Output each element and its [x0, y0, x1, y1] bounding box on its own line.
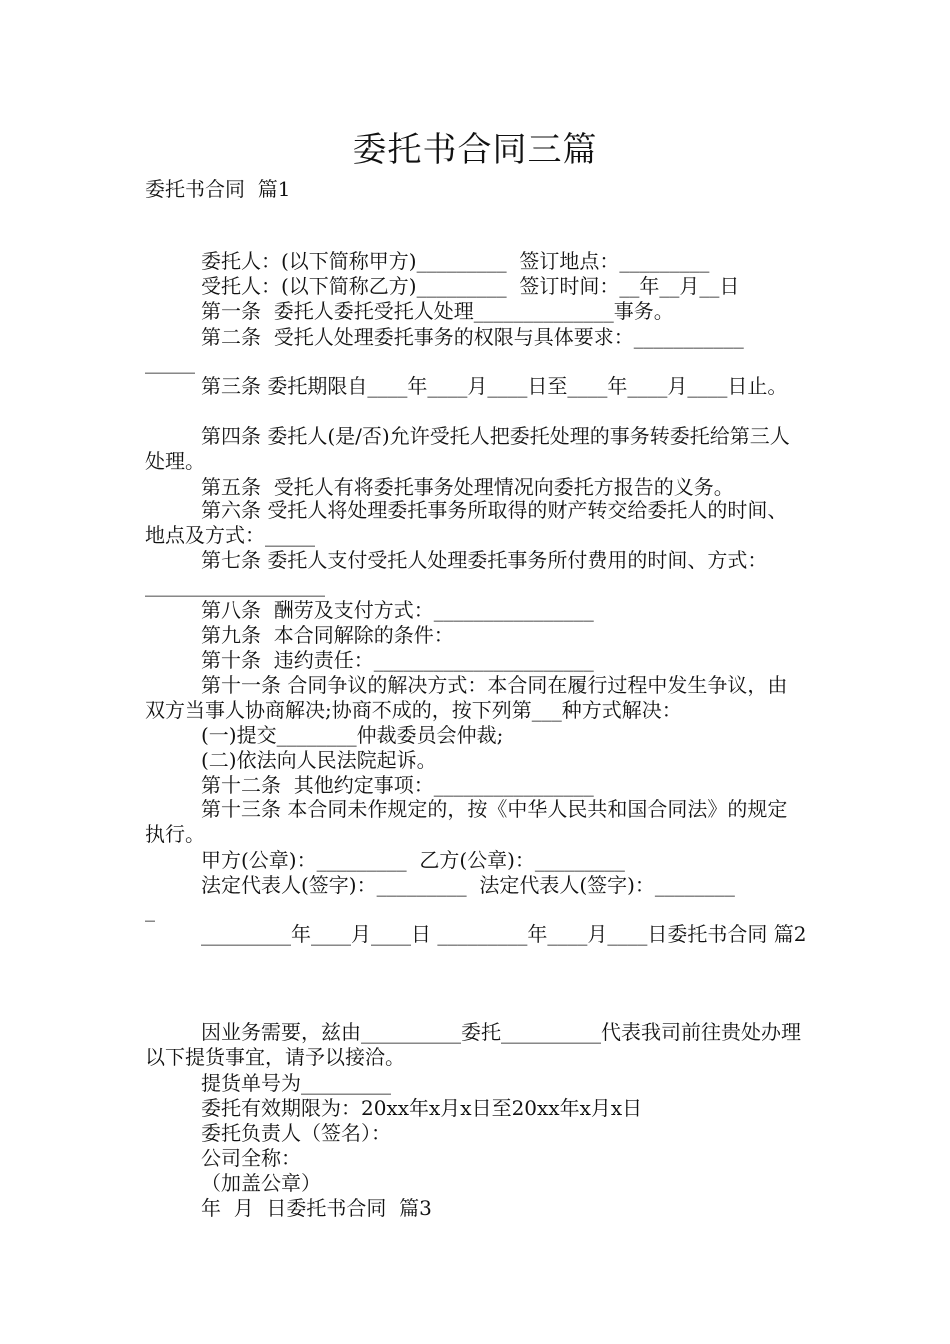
clause-option-1: (一)提交________仲裁委员会仲裁; — [201, 723, 504, 747]
section2-responsible-person: 委托负责人（签名）： — [201, 1121, 391, 1145]
section2-bill-number: 提货单号为_________ — [201, 1071, 391, 1095]
section2-seal: （加盖公章） — [201, 1171, 321, 1195]
clause-article-6: 第六条 受托人将处理委托事务所取得的财产转交给委托人的时间、地点及方式：_____ — [145, 498, 788, 547]
clause-article-7: 第七条 委托人支付受托人处理委托事务所付费用的时间、方式：__________________ — [145, 548, 768, 597]
section-heading-1: 委托书合同 篇1 — [145, 177, 291, 201]
clause-article-5: 第五条 受托人有将委托事务处理情况向委托方报告的义务。 — [201, 475, 734, 499]
document-title: 委托书合同三篇 — [352, 130, 598, 170]
clause-agent: 受托人：(以下简称乙方)_________ 签订时间：__年__月__日 — [201, 274, 740, 298]
clause-article-12: 第十二条 其他约定事项：________________ — [201, 773, 594, 797]
clause-option-2: (二)依法向人民法院起诉。 — [201, 748, 437, 772]
clause-article-1: 第一条 委托人委托受托人处理______________事务。 — [201, 299, 674, 323]
clause-principal: 委托人：(以下简称甲方)_________ 签订地点：_________ — [201, 249, 710, 273]
clause-article-10: 第十条 违约责任：______________________ — [201, 648, 594, 672]
section2-intro: 因业务需要，兹由__________委托__________代表我司前往贵处办理以下提货事宜，请予以接洽。 — [145, 1020, 801, 1069]
clause-article-4: 第四条 委托人(是/否)允许受托人把委托处理的事务转委托给第三人处理。 — [145, 424, 790, 473]
clause-article-3: 第三条 委托期限自____年____月____日至____年____月____日止。 — [201, 374, 788, 398]
clause-article-2: 第二条 受托人处理委托事务的权限与具体要求：___________ — [201, 325, 744, 349]
signature-representatives-cont: _ — [145, 898, 155, 922]
section2-validity: 委托有效期限为：20xx年x月x日至20xx年x月x日 — [201, 1096, 643, 1120]
section2-date-and-heading-3: 年 月 日委托书合同 篇3 — [201, 1196, 432, 1220]
clause-article-9: 第九条 本合同解除的条件： — [201, 623, 454, 647]
signature-dates-and-heading-2: _________年____月____日 _________年____月____日委托书合同 篇2 — [201, 922, 807, 946]
signature-representatives: 法定代表人(签字)：_________ 法定代表人(签字)：________ — [201, 873, 735, 897]
clause-article-13: 第十三条 本合同未作规定的，按《中华人民共和国合同法》的规定执行。 — [145, 797, 788, 846]
signature-seals: 甲方(公章)：_________ 乙方(公章)：_________ — [201, 848, 625, 872]
clause-article-8: 第八条 酬劳及支付方式：________________ — [201, 598, 594, 622]
clause-article-2-cont: _____ — [145, 350, 195, 374]
clause-article-11: 第十一条 合同争议的解决方式：本合同在履行过程中发生争议，由双方当事人协商解决;协商不成的，按下列第___种方式解决： — [145, 673, 788, 722]
section2-company-name: 公司全称： — [201, 1146, 301, 1170]
